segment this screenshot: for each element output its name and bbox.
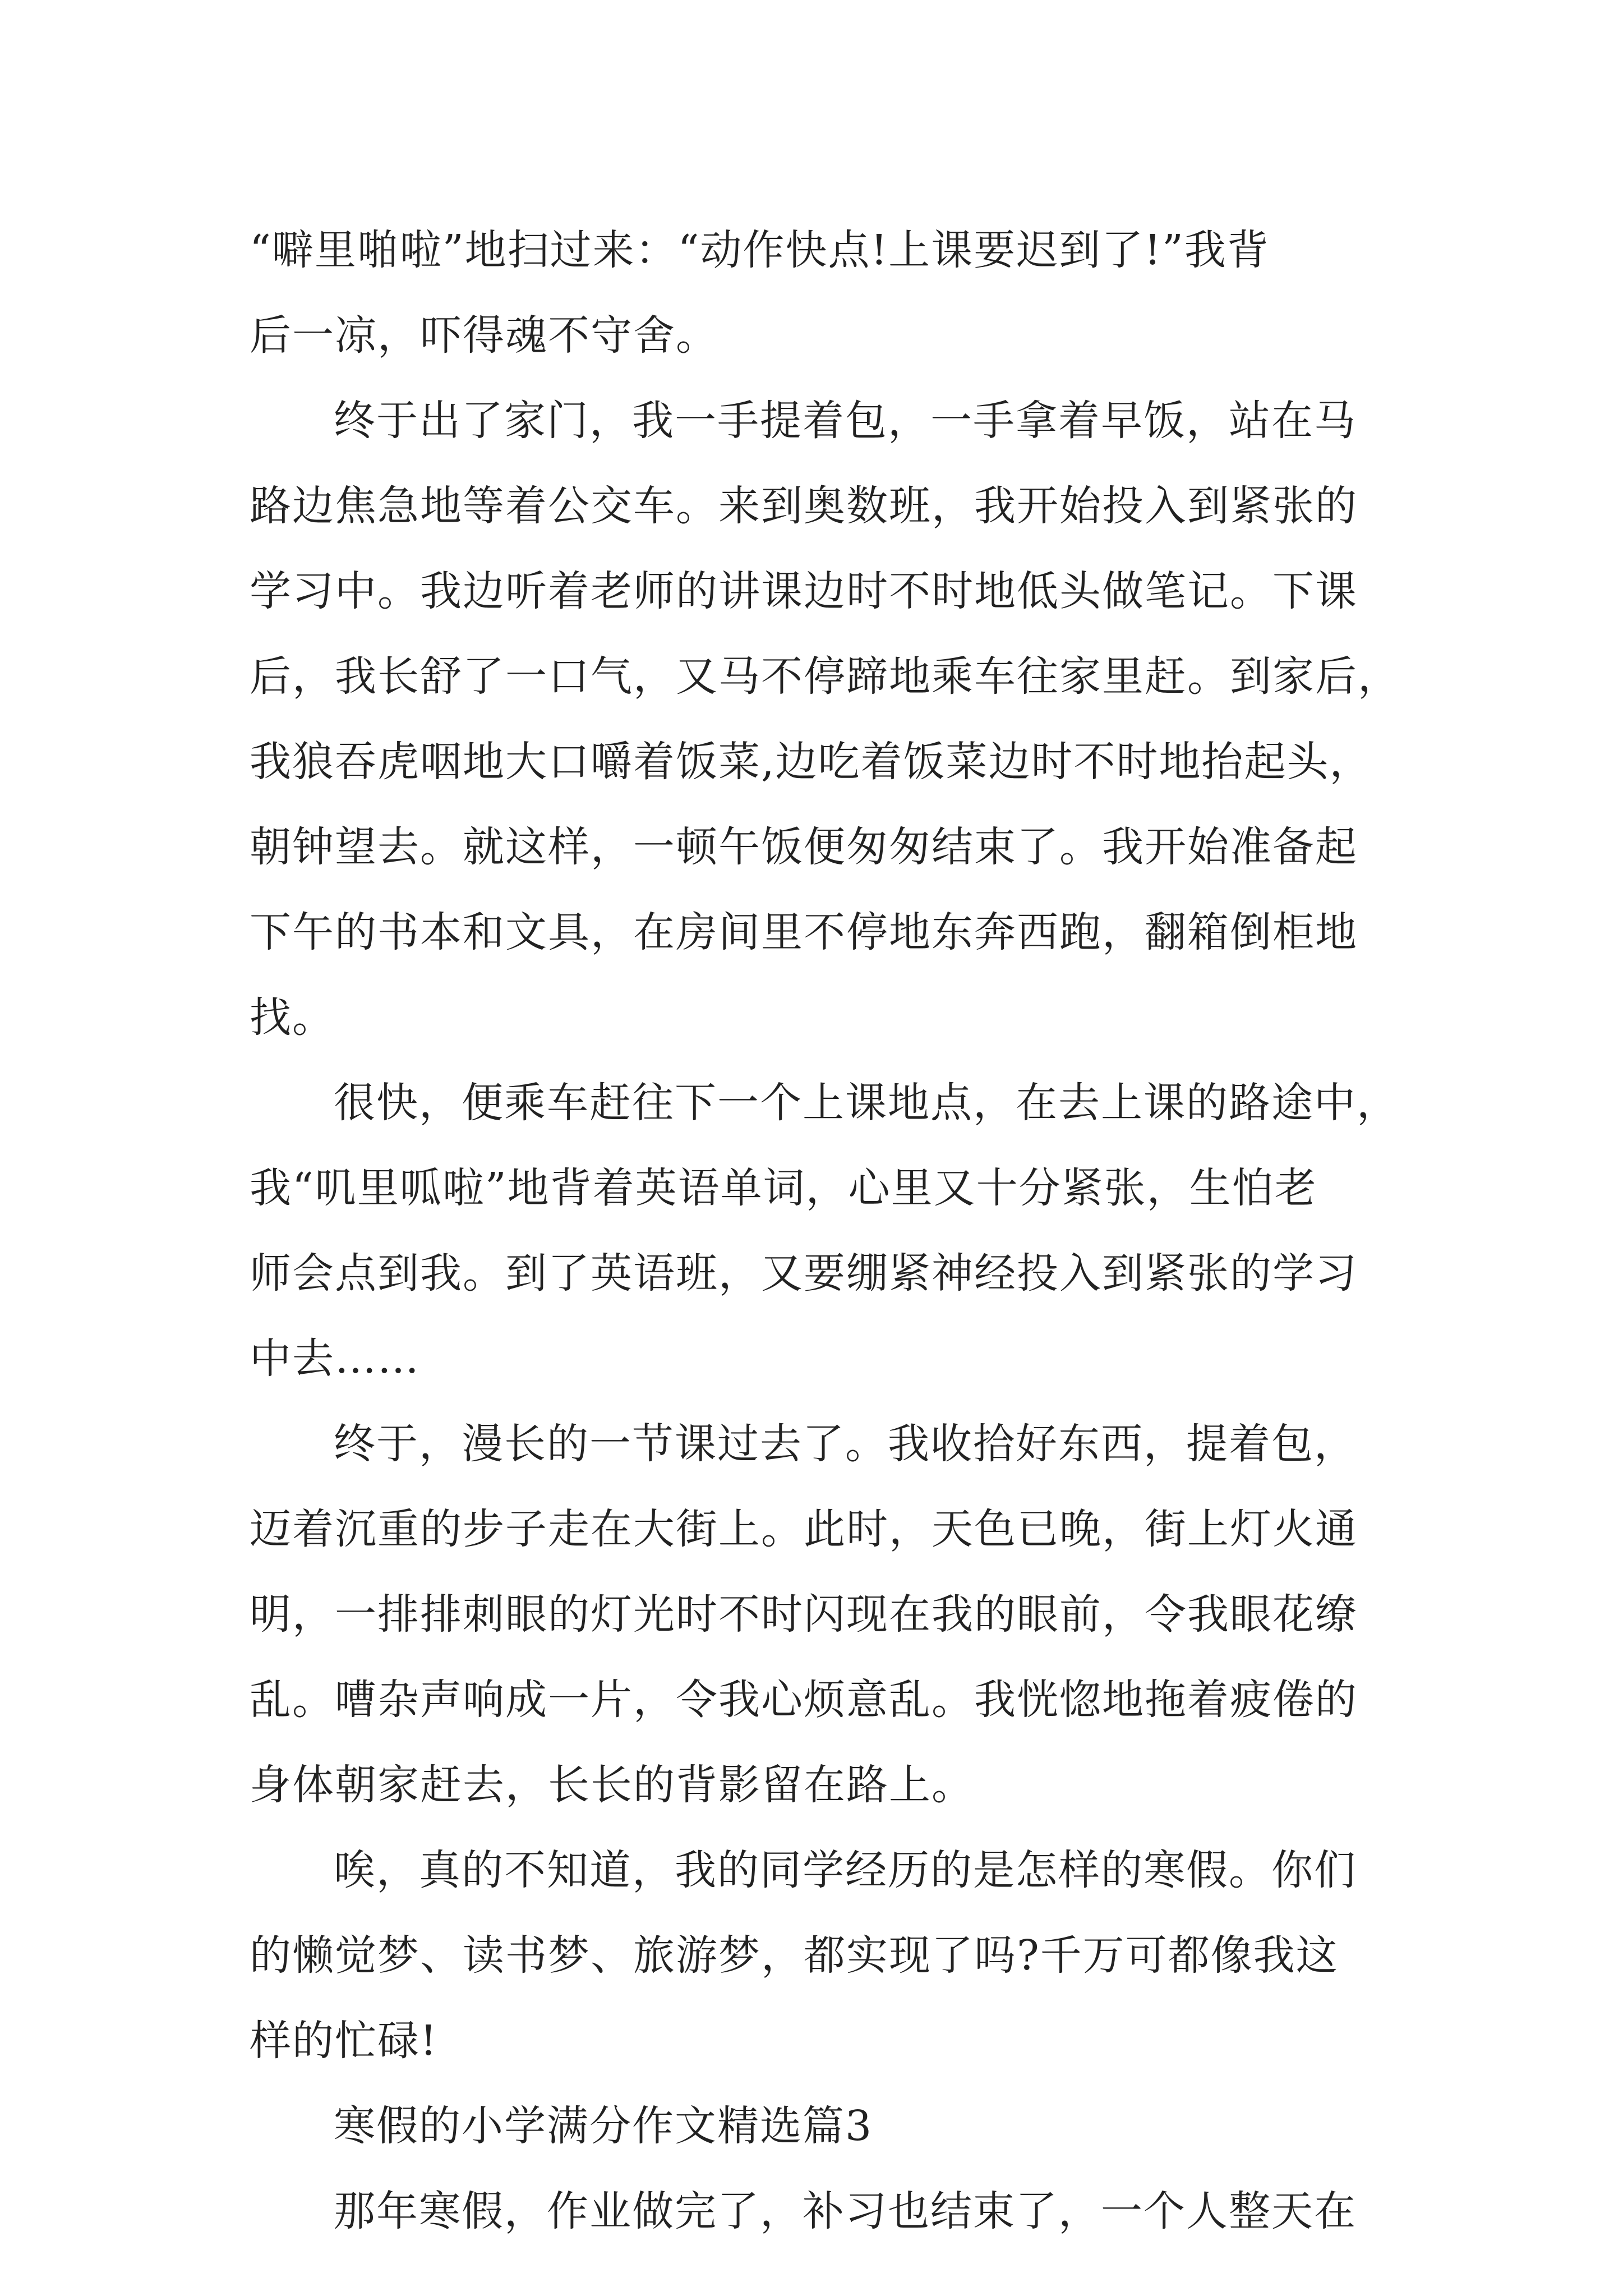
section-heading: 寒假的小学满分作文精选篇3 [334, 2102, 873, 2150]
paragraph-start-line: 很快，便乘车赶往下一个上课地点，在去上课的路途中， [334, 1079, 1399, 1127]
paragraph-start-line: 唉，真的不知道，我的同学经历的是怎样的寒假。你们 [334, 1846, 1357, 1894]
text-line: 我狼吞虎咽地大口嚼着饭菜,边吃着饭菜边时不时地抬起头， [250, 738, 1372, 786]
text-line: 乱。嘈杂声响成一片，令我心烦意乱。我恍惚地拖着疲倦的 [250, 1676, 1358, 1724]
text-line: 身体朝家赶去，长长的背影留在路上。 [250, 1761, 974, 1809]
text-line: 找。 [250, 993, 335, 1042]
text-line: “噼里啪啦”地扫过来：“动作快点!上课要迟到了!”我背 [250, 226, 1270, 274]
text-line: 后，我长舒了一口气，又马不停蹄地乘车往家里赶。到家后， [250, 652, 1400, 701]
text-line: 下午的书本和文具，在房间里不停地东奔西跑，翻箱倒柜地 [250, 908, 1358, 956]
text-line: 迈着沉重的步子走在大街上。此时，天色已晚，街上灯火通 [250, 1505, 1358, 1553]
text-line: 朝钟望去。就这样，一顿午饭便匆匆结束了。我开始准备起 [250, 823, 1358, 871]
text-line: 路边焦急地等着公交车。来到奥数班，我开始投入到紧张的 [250, 482, 1358, 530]
text-line: 师会点到我。到了英语班，又要绷紧神经投入到紧张的学习 [250, 1249, 1358, 1297]
text-line: 的懒觉梦、读书梦、旅游梦，都实现了吗?千万可都像我这 [250, 1931, 1339, 1980]
document-body [250, 208, 1400, 2254]
text-line: 明，一排排刺眼的灯光时不时闪现在我的眼前，令我眼花缭 [250, 1590, 1358, 1639]
paragraph-start-line: 终于出了家门，我一手提着包，一手拿着早饭，站在马 [334, 397, 1357, 445]
text-line: 学习中。我边听着老师的讲课边时不时地低头做笔记。下课 [250, 567, 1358, 615]
text-line: 样的忙碌! [250, 2017, 438, 2065]
text-line: 我“叽里呱啦”地背着英语单词，心里又十分紧张，生怕老 [250, 1164, 1317, 1212]
text-line: 后一凉，吓得魂不守舍。 [250, 311, 718, 360]
paragraph-start-line: 那年寒假，作业做完了，补习也结束了，一个人整天在 [334, 2187, 1357, 2235]
text-line: 中去…… [250, 1335, 420, 1383]
paragraph-start-line: 终于，漫长的一节课过去了。我收拾好东西，提着包， [334, 1420, 1357, 1468]
